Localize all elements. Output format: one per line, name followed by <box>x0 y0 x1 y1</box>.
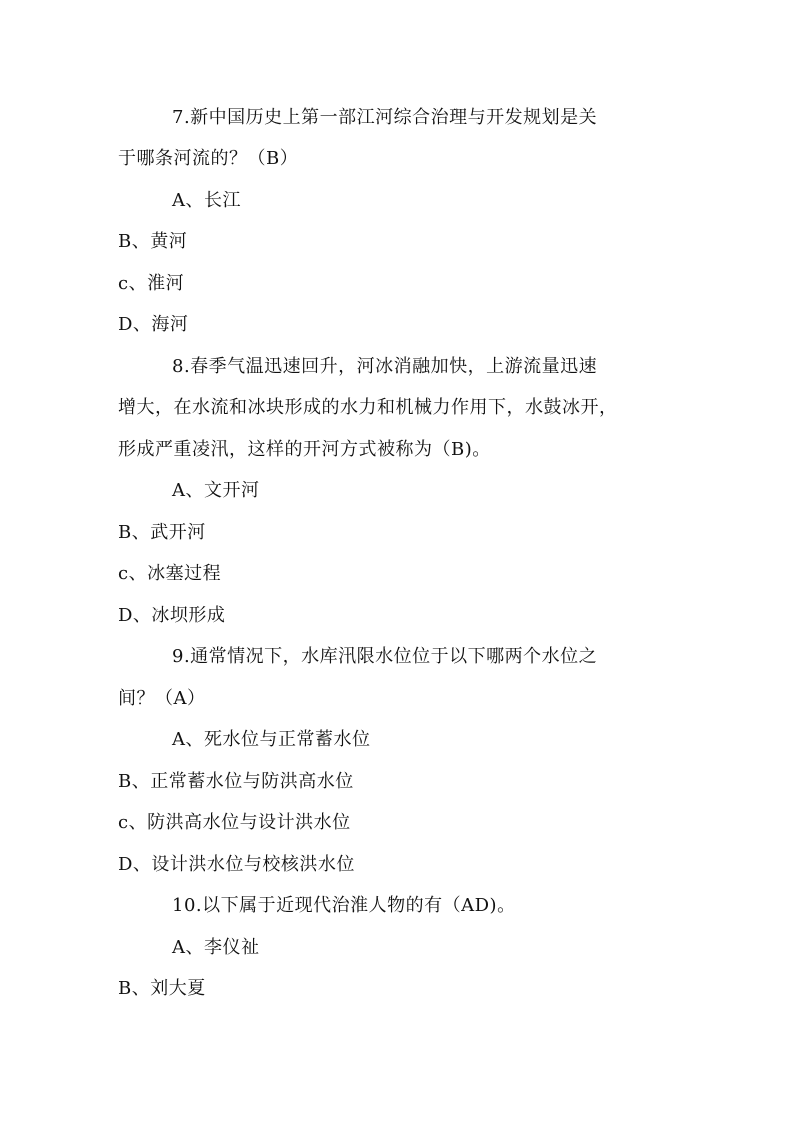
question-9-line-1: 9.通常情况下，水库汛限水位位于以下哪两个水位之 <box>172 646 598 667</box>
question-9-option-c: c、防洪高水位与设计洪水位 <box>118 812 351 833</box>
question-9-option-d: D、设计洪水位与校核洪水位 <box>118 854 355 875</box>
question-7-line-1: 7.新中国历史上第一部江河综合治理与开发规划是关 <box>172 107 598 128</box>
question-10-option-b: B、刘大夏 <box>118 978 206 999</box>
question-8-line-2: 增大，在水流和冰块形成的水力和机械力作用下，水鼓冰开， <box>118 397 618 418</box>
question-8-line-1: 8.春季气温迅速回升，河冰消融加快，上游流量迅速 <box>172 356 598 377</box>
question-8-option-b: B、武开河 <box>118 522 206 543</box>
question-8-option-d: D、冰坝形成 <box>118 605 226 626</box>
question-8-option-a: A、文开河 <box>172 480 260 501</box>
question-8-line-3: 形成严重凌汛，这样的开河方式被称为（B)。 <box>118 439 491 460</box>
question-9-option-a: A、死水位与正常蓄水位 <box>172 729 371 750</box>
question-7-option-c: c、淮河 <box>118 273 185 294</box>
question-8-option-c: c、冰塞过程 <box>118 563 222 584</box>
question-7-line-2: 于哪条河流的？（B） <box>118 148 299 169</box>
question-9-option-b: B、正常蓄水位与防洪高水位 <box>118 771 354 792</box>
question-10-option-a: A、李仪祉 <box>172 937 260 958</box>
question-7-option-b: B、黄河 <box>118 231 188 252</box>
question-9-line-2: 间？（A） <box>118 688 206 709</box>
question-7-option-a: A、长江 <box>172 190 241 211</box>
question-7-option-d: D、海河 <box>118 314 189 335</box>
question-10-line-1: 10.以下属于近现代治淮人物的有（AD)。 <box>172 895 516 916</box>
